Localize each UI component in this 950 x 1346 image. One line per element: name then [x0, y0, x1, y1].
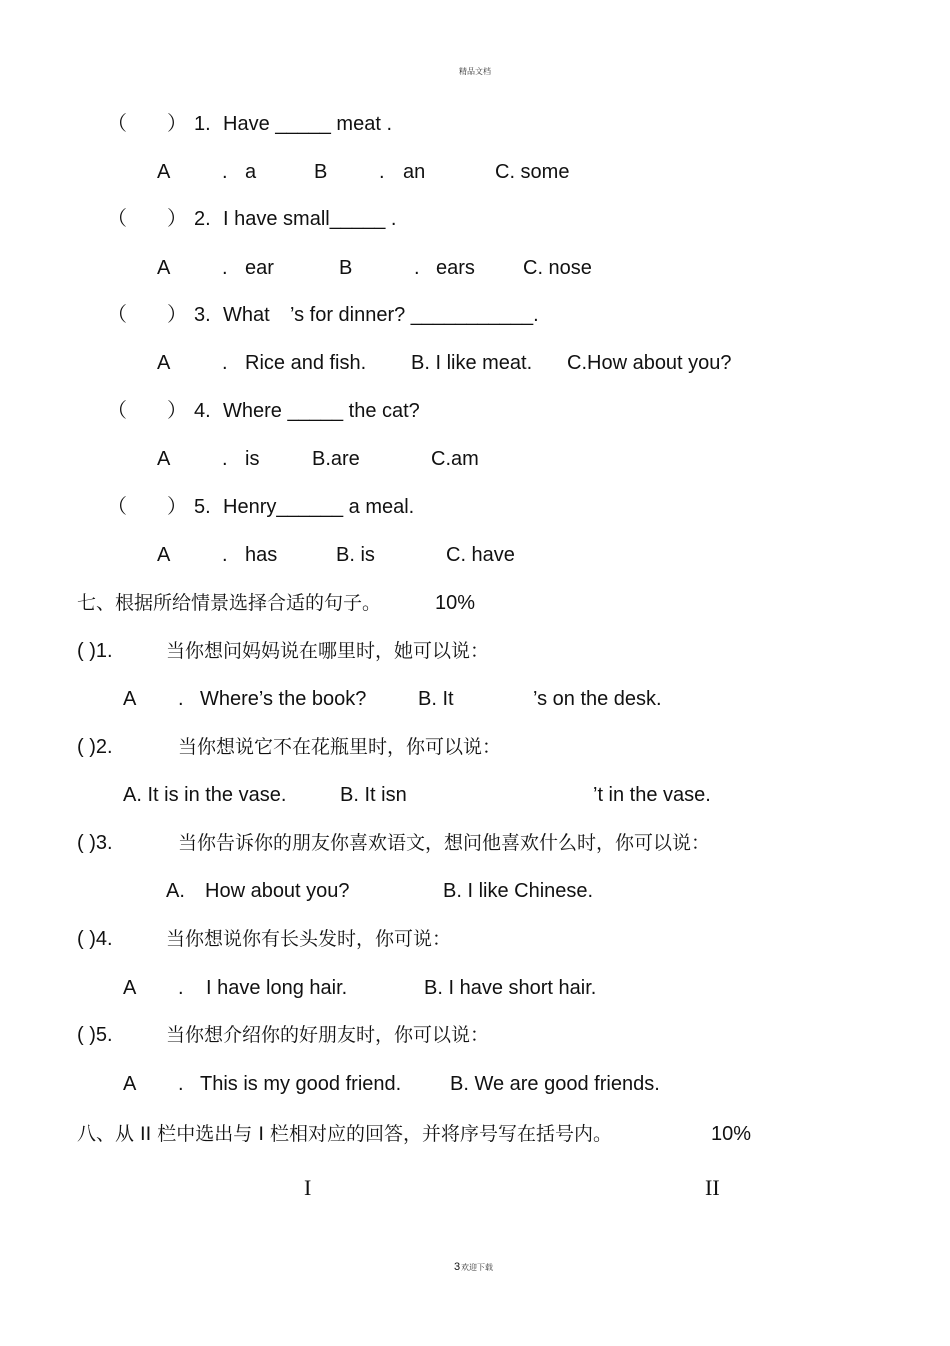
section8-title: 八、从 II 栏中选出与 I 栏相对应的回答，并将序号写在括号内。	[77, 1123, 612, 1145]
q7-1-prompt: 当你想问妈妈说在哪里时，她可以说：	[166, 640, 490, 662]
q6-3-option-a-dot: .	[222, 352, 228, 374]
q7-3-prompt: 当你告诉你的朋友你喜欢语文，想问他喜欢什么时，你可以说：	[178, 832, 711, 854]
q6-1-option-a-text: a	[245, 161, 257, 183]
q6-2-option-b-dot: .	[414, 257, 420, 279]
q6-1-option-a-dot: .	[222, 161, 228, 183]
q7-2-prompt: 当你想说它不在花瓶里时，你可以说：	[178, 736, 502, 758]
page-footer: 欢迎下载	[461, 1263, 493, 1272]
q7-3-option-a-text: How about you?	[205, 880, 350, 902]
q6-3-option-b: B. I like meat.	[411, 352, 533, 374]
q6-2-paren: （ ）	[107, 208, 187, 230]
q7-5-option-a-text: This is my good friend.	[200, 1073, 402, 1095]
q6-1-paren: （ ）	[107, 113, 187, 135]
q6-3-text-a: What	[223, 304, 270, 326]
q7-4-option-a-text: I have long hair.	[206, 977, 348, 999]
q6-4-option-a-letter: A	[157, 448, 171, 470]
q6-1-option-a-letter: A	[157, 161, 171, 183]
q6-5-paren: （ ）	[107, 496, 187, 518]
q7-4-option-a-dot: .	[178, 977, 184, 999]
q6-5-option-a-letter: A	[157, 544, 171, 566]
q7-4-option-a-letter: A	[123, 977, 137, 999]
q6-5-text: Henry______ a meal.	[223, 496, 415, 518]
q6-3-number: 3.	[194, 304, 211, 326]
q7-1-option-b-text-b: ’s on the desk.	[533, 688, 662, 710]
section7-title: 七、根据所给情景选择合适的句子。	[77, 592, 382, 614]
q6-5-option-a-dot: .	[222, 544, 228, 566]
q6-4-option-a-text: is	[245, 448, 260, 470]
q7-1-paren: ( )1.	[77, 640, 113, 662]
q6-4-text: Where _____ the cat?	[223, 400, 420, 422]
q6-4-option-b: B.are	[312, 448, 360, 470]
section8-score: 10%	[711, 1123, 752, 1145]
q6-2-option-a-text: ear	[245, 257, 274, 279]
q6-5-number: 5.	[194, 496, 211, 518]
q6-4-option-c: C.am	[431, 448, 479, 470]
q7-2-option-a: A. It is in the vase.	[123, 784, 287, 806]
q6-2-option-a-letter: A	[157, 257, 171, 279]
q6-1-text: Have _____ meat .	[223, 113, 392, 135]
q6-4-option-a-dot: .	[222, 448, 228, 470]
q6-2-option-a-dot: .	[222, 257, 228, 279]
q6-2-option-c: C. nose	[523, 257, 592, 279]
column-two-heading: II	[705, 1175, 720, 1200]
q7-1-option-a-text: Where’s the book?	[200, 688, 367, 710]
q6-5-option-c: C. have	[446, 544, 515, 566]
q7-5-option-b: B. We are good friends.	[450, 1073, 660, 1095]
q7-5-option-a-dot: .	[178, 1073, 184, 1095]
q6-3-paren: （ ）	[107, 304, 187, 326]
q6-2-text: I have small_____ .	[223, 208, 397, 230]
q7-4-prompt: 当你想说你有长头发时，你可说：	[166, 928, 452, 950]
q6-4-paren: （ ）	[107, 400, 187, 422]
q7-3-option-b: B. I like Chinese.	[443, 880, 594, 902]
q6-1-option-b-text: an	[403, 161, 426, 183]
q6-1-option-b-dot: .	[379, 161, 385, 183]
q6-1-option-c: C. some	[495, 161, 570, 183]
q6-5-option-b: B. is	[336, 544, 375, 566]
q7-2-option-b-text-a: B. It isn	[340, 784, 407, 806]
q7-1-option-a-dot: .	[178, 688, 184, 710]
q6-3-option-c: C.How about you?	[567, 352, 732, 374]
q7-5-paren: ( )5.	[77, 1024, 113, 1046]
column-one-heading: I	[304, 1175, 312, 1200]
page-number: 3	[454, 1261, 461, 1273]
q6-3-text-b: ’s for dinner? ___________.	[290, 304, 539, 326]
q7-5-prompt: 当你想介绍你的好朋友时，你可以说：	[166, 1024, 490, 1046]
q6-3-option-a-text: Rice and fish.	[245, 352, 367, 374]
q6-3-option-a-letter: A	[157, 352, 171, 374]
q7-1-option-a-letter: A	[123, 688, 137, 710]
section7-score: 10%	[435, 592, 476, 614]
q7-4-option-b: B. I have short hair.	[424, 977, 597, 999]
q6-2-option-b-letter: B	[339, 257, 353, 279]
q6-1-option-b-letter: B	[314, 161, 328, 183]
q7-5-option-a-letter: A	[123, 1073, 137, 1095]
q7-3-option-a-letter: A.	[166, 880, 185, 902]
q6-2-option-b-text: ears	[436, 257, 475, 279]
q6-5-option-a-text: has	[245, 544, 278, 566]
q7-3-paren: ( )3.	[77, 832, 113, 854]
q6-2-number: 2.	[194, 208, 211, 230]
q7-1-option-b-text-a: B. It	[418, 688, 454, 710]
page-header: 精品文档	[459, 67, 491, 76]
q7-2-option-b-text-b: ’t in the vase.	[593, 784, 711, 806]
q6-4-number: 4.	[194, 400, 211, 422]
q6-1-number: 1.	[194, 113, 211, 135]
q7-4-paren: ( )4.	[77, 928, 113, 950]
q7-2-paren: ( )2.	[77, 736, 113, 758]
